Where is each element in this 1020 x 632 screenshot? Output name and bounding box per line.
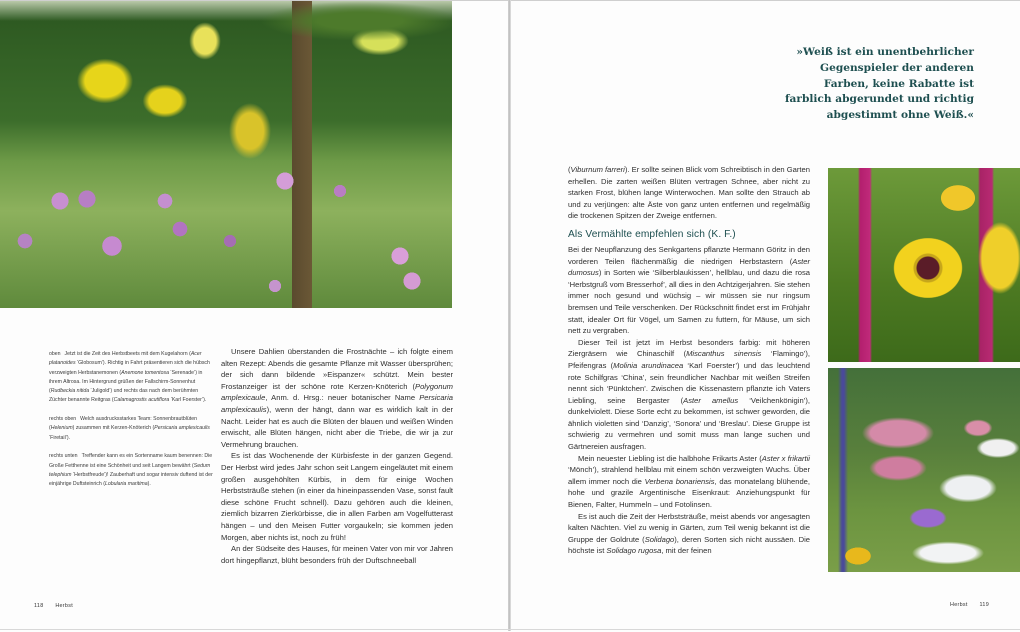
body-paragraph: An der Südseite des Hauses, für meinen Vater von mir vor Jahren dort hingepflanzt, blüht besonders früh der Duftschneeball [221, 544, 453, 565]
section-heading: Als Vermählte empfehlen sich (K. F.) [568, 228, 736, 240]
running-section: Herbst [950, 602, 968, 608]
body-column-left [221, 346, 453, 566]
caption-position-label: rechts oben [49, 416, 77, 423]
body-paragraph: Bei der Neupflanzung des Senkgartens pflanzte Hermann Göritz in den vorderen Teilen flächenmäßig die niedrigen Herbstastern (Aster dumosus) in Sorten wie ‘Silberblaukissen’, hellblau, und dazu die rosa ‘Herbstgruß vom Bresserhof’, all dies in den Achtzigerjahren. Sie stehen immer noch gesund und wüchsig – wir müssen sie nur ringsum bremsen und Teile verschenken. Der Rückschnitt findet erst im Frühjahr statt, idealer Ort für Vögel, um Samen zu futtern, für Mäuse, um sich nett zu vergraben. [568, 244, 810, 336]
body-paragraph: Es ist das Wochenende der Kürbisfeste in der ganzen Gegend. Der Herbst wird jedes Jahr schon seit Langem eingeläutet mit einem großen ausgehöhlten Kürbis, in dem für einige Wochen Herbststräuße stehen (in einer da hineinpassenden Vase, sonst fault diese schöne Frucht schnell). Dazu gehören auch die kleinen, ziemlich bizarren Zierkürbisse, die in allen Farben am Vogelfutterast hängen – und den Meisen Futter vorgaukeln; sie kommen jeden Morgen, aber nichts ist, noch zu früh! [221, 451, 453, 542]
page-bottom-edge [0, 629, 1020, 630]
caption-position-label: oben [49, 351, 61, 357]
tree-canopy [260, 1, 452, 41]
folio-right [950, 602, 989, 608]
body-paragraph: Mein neuester Liebling ist die halbhohe Frikarts Aster (Aster x frikartii ‘Mönch’), strahlend hellblau mit einem schön verzweigten Wuchs. Über allem immer noch die Verbena bonariensis, das monatelang blühende, hohe und grazile Argentinische Eisenkraut: Anziehungspunkt für Bienen, Falter, Hummeln – und Fotolinsen. [568, 453, 811, 510]
photo-captions [49, 350, 214, 499]
body-paragraph: (Viburnum farreri). Er sollte seinen Blick vom Schreibtisch in den Garten erhellen. Die zarten weißen Blüten vertragen Schnee, aber nicht zu starken Frost, blühen lange Winterwochen. Man sollte den Strauch ab und zu verjüngen: alte Äste von ganz unten entfernen und regelmäßig die trockenen Spitzen der Zweige entfernen. [568, 165, 810, 221]
body-paragraph: Unsere Dahlien überstanden die Frostnächte – ich folgte einem alten Rezept: Abends die gesamte Pflanze mit Wasser übersprühen; der sich dann bildende »Eispanzer« schützt. Mein bester Frostanzeiger ist der schöne rote Kerzen-Knöterich (Polygonum amplexicaule, Anm. d. Hrsg.: neuer botanischer Name Persicaria amplexicaulis), wenn der hängt, dann war es wirklich kalt in der Nacht. Leider hat es auch die Blüten der blauen und weißen Winden erwischt, alle Blüten hängen, nicht aber die Triebe, die wir ja zur Vermehrung brauchen. [221, 347, 453, 449]
body-paragraph: Dieser Teil ist jetzt im Herbst besonders farbig: mit höheren Ziergräsern wie Chinaschilf (Miscanthus sinensis ‘Flamingo’), Pfeifengras (Molinia arundinacea ‘Karl Foerster’) und das leuchtend rote Schilfgras ‘China’, sein freundlicher Nachbar mit weißen Streifen nennt sich ‘Pünktchen’. Zwischen die Kissenastern pflanzte ich Vaters Liebling, seine Bergaster (Aster amellus ‘Veilchenkönigin’), dunkelviolett. Diese Sorte echt zu bekommen, ist schwer geworden, die ähnlich violetten sind ‘Danzig’, ‘Sonora’ und ‘Breslau’. Diese Gruppe ist schwierig zu vermehren und somit muss man lange suchen und Gärtnereien ausfragen. [568, 337, 810, 452]
helenium-photo [828, 168, 1020, 362]
page-number: 118 [34, 603, 44, 609]
body-column-right [568, 164, 810, 557]
sedum-photo [828, 368, 1020, 572]
folio-left [34, 603, 83, 609]
photo-caption: oben Jetzt ist die Zeit des Herbstbeets mit dem Kugelahorn (Acer platanoides ‘Globosum’). Richtig in Fahrt präsentieren sich die hübsch verzweigten Herbstanemonen (Anemone tomentosa ‘Serenade’) in ihrem Altrosa. Im Hintergrund grüßen der Fallschirm-Sonnenhut (Rudbeckia nitida ‘Juligold’) und rechts das nach dem berühmten Züchter benannte Reitgras (Calamagrostis acutiflora ‘Karl Foerster’). [49, 351, 210, 404]
pull-quote: »Weiß ist ein unentbehrlicher Gegenspieler der anderen Farben, keine Rabatte ist farblich abgerundet und richtig abgestimmt ohne Weiß.« [784, 46, 974, 122]
caption-position-label: rechts unten [49, 453, 78, 460]
photo-caption: rechts unten Treffender kann es ein Sortenname kaum benennen: Die Große Fetthenne ist eine Schönheit und seit Langem bewährt (Sedum telephium ‘Herbstfreude’)! Zauberhaft und sogar intensiv duftend ist der einjährige Duftsteinrich (Lobularia maritima). [49, 453, 213, 488]
garden-photo [0, 1, 452, 308]
page-number: 119 [979, 602, 989, 608]
running-section: Herbst [55, 603, 73, 609]
photo-caption: rechts oben Welch ausdrucksstarkes Team: Sonnenbrautblüten (Helenium) zusammen mit Kerzen-Knöterich (Persicaria amplexicaulis ‘Firetail’). [49, 416, 210, 441]
left-page [0, 0, 509, 632]
body-paragraph: Es ist auch die Zeit der Herbststräuße, meist abends vor angesagten kalten Nächten. Viel zu wenig in Gärten, zum Teil wenig bekannt ist die Gruppe der Goldrute (Solidago), deren Sorten sich nicht aussäen. Die höchste ist Solidago rugosa, mit der feinen [568, 511, 810, 556]
